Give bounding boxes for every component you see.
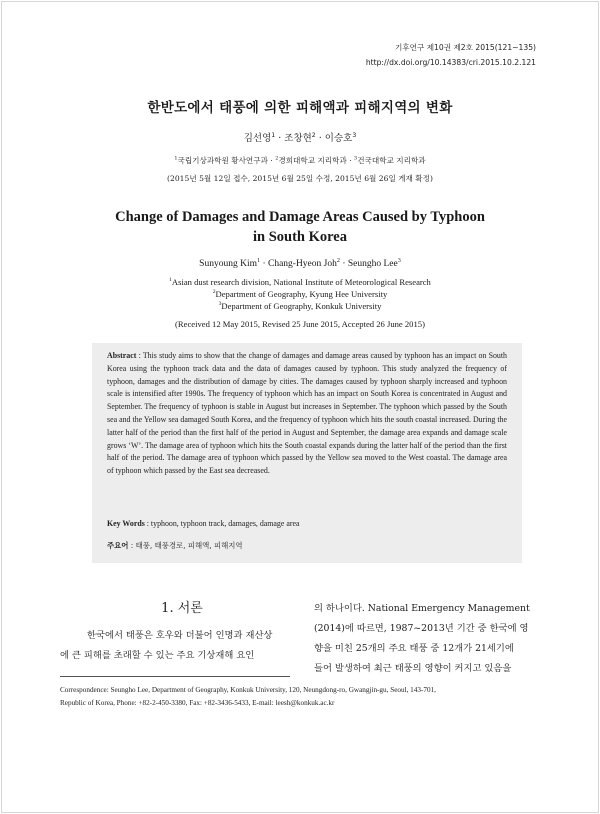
- korean-keywords-label: 주요어: [107, 541, 129, 550]
- author-name: Chang-Hyeon Joh: [267, 259, 337, 269]
- korean-keywords: 주요어 : 태풍, 태풍경로, 피해액, 피해지역: [107, 541, 243, 550]
- keywords-label: Key Words: [107, 519, 145, 528]
- abstract-text: : This study aims to show that the change of damages and damage areas caused by typhoon has an impact on South Korea using the typhoon track data and the data of damages caused by typhoon. This study analyzed the frequency of typhoon, damages and the distribution of damage by cities. The damages caused by typhoon sharply increased and typhoon scale is intensified after 1990s. The frequency of typhoon which has an impact on South Korea is concentrated in August and September. The frequency of typhoon is stable in August but increases in September. The typhoon which passed by the South sea and the Yellow sea damaged South Korea, and the frequency of typhoon which hits the south coastal increased. During the latter half of the period than the first half of the period in August and September, the damage area expands and damage scale grows ‘W’. The damage area of typhoon which hits the South coastal expands during the latter half of the period than the first half of the period. The damage area of typhoon which passed by the Yellow sea moved to the West coastal. The damage area of typhoon which passed by the East sea decreased.: [107, 351, 507, 476]
- english-authors: Sunyoung Kim$^1$ · Chang-Hyeon Joh$^2$ · Seungho Lee$^3$: [199, 257, 401, 269]
- body-line: 에 큰 피해를 초래할 수 있는 주요 기상재해 요인: [60, 650, 255, 661]
- english-received-dates: (Received 12 May 2015, Revised 25 June 2015, Accepted 26 June 2015): [175, 319, 425, 329]
- author-name: 김선영: [243, 133, 272, 144]
- body-line: 향을 미친 25개의 주요 태풍 중 12개가 21세기에: [314, 643, 514, 654]
- korean-affiliations: $^1$국립기상과학원 황사연구과 · $^2$경희대학교 지리학과 · $^3$건국대학교 지리학과: [174, 155, 426, 165]
- body-line: 들어 발생하여 최근 태풍의 영향이 커지고 있음을: [314, 663, 512, 674]
- english-affiliation-3: $^3$Department of Geography, Konkuk University: [218, 301, 382, 311]
- body-line: (2014)에 따르면, 1987~2013년 기간 중 한국에 영: [314, 623, 529, 634]
- keywords: Key Words : typhoon, typhoon track, damages, damage area: [107, 519, 300, 528]
- author-name: Sunyoung Kim: [199, 259, 257, 269]
- body-right-column: [314, 599, 539, 679]
- korean-title: 한반도에서 태풍에 의한 피해액과 피해지역의 변화: [147, 100, 453, 116]
- body-line: 한국에서 태풍은 호우와 더불어 인명과 재산상: [87, 630, 273, 641]
- abstract: [107, 350, 507, 478]
- korean-authors: 김선영$^1$ · 조창현$^2$ · 이승호$^3$: [243, 131, 357, 144]
- correspondence-footnote: Correspondence: Seungho Lee, Department of Geography, Konkuk University, 120, Neungdong-ro, Gwangjin-gu, Seoul, 143-701, Republic of Korea, Phone: +82-2-450-3380, Fax: +82-3436-5433, E-mail: leesh@konkuk.ac.kr: [60, 686, 436, 707]
- section-heading: 1. 서론: [161, 601, 203, 616]
- author-name: Seungho Lee: [347, 259, 398, 269]
- body-left-column: [60, 626, 304, 666]
- author-name: 조창현: [284, 133, 312, 144]
- english-title: Change of Damages and Damage Areas Caused by Typhoon in South Korea: [115, 209, 485, 245]
- journal-citation: 기후연구 제10권 제2호 2015(121~135): [394, 43, 536, 52]
- body-line: 의 하나이다. National Emergency Management: [314, 603, 530, 614]
- abstract-label: Abstract: [107, 351, 137, 360]
- doi-link[interactable]: http://dx.doi.org/10.14383/cri.2015.10.2.121: [365, 58, 536, 67]
- english-affiliation-1: $^1$Asian dust research division, National Institute of Meteorological Research: [169, 277, 431, 287]
- footnote-divider: [60, 676, 290, 677]
- korean-received-dates: (2015년 5월 12일 접수, 2015년 6월 25일 수정, 2015년 6월 26일 게재 확정): [167, 174, 433, 183]
- author-name: 이승호: [324, 133, 353, 144]
- english-affiliation-2: $^2$Department of Geography, Kyung Hee University: [212, 289, 388, 299]
